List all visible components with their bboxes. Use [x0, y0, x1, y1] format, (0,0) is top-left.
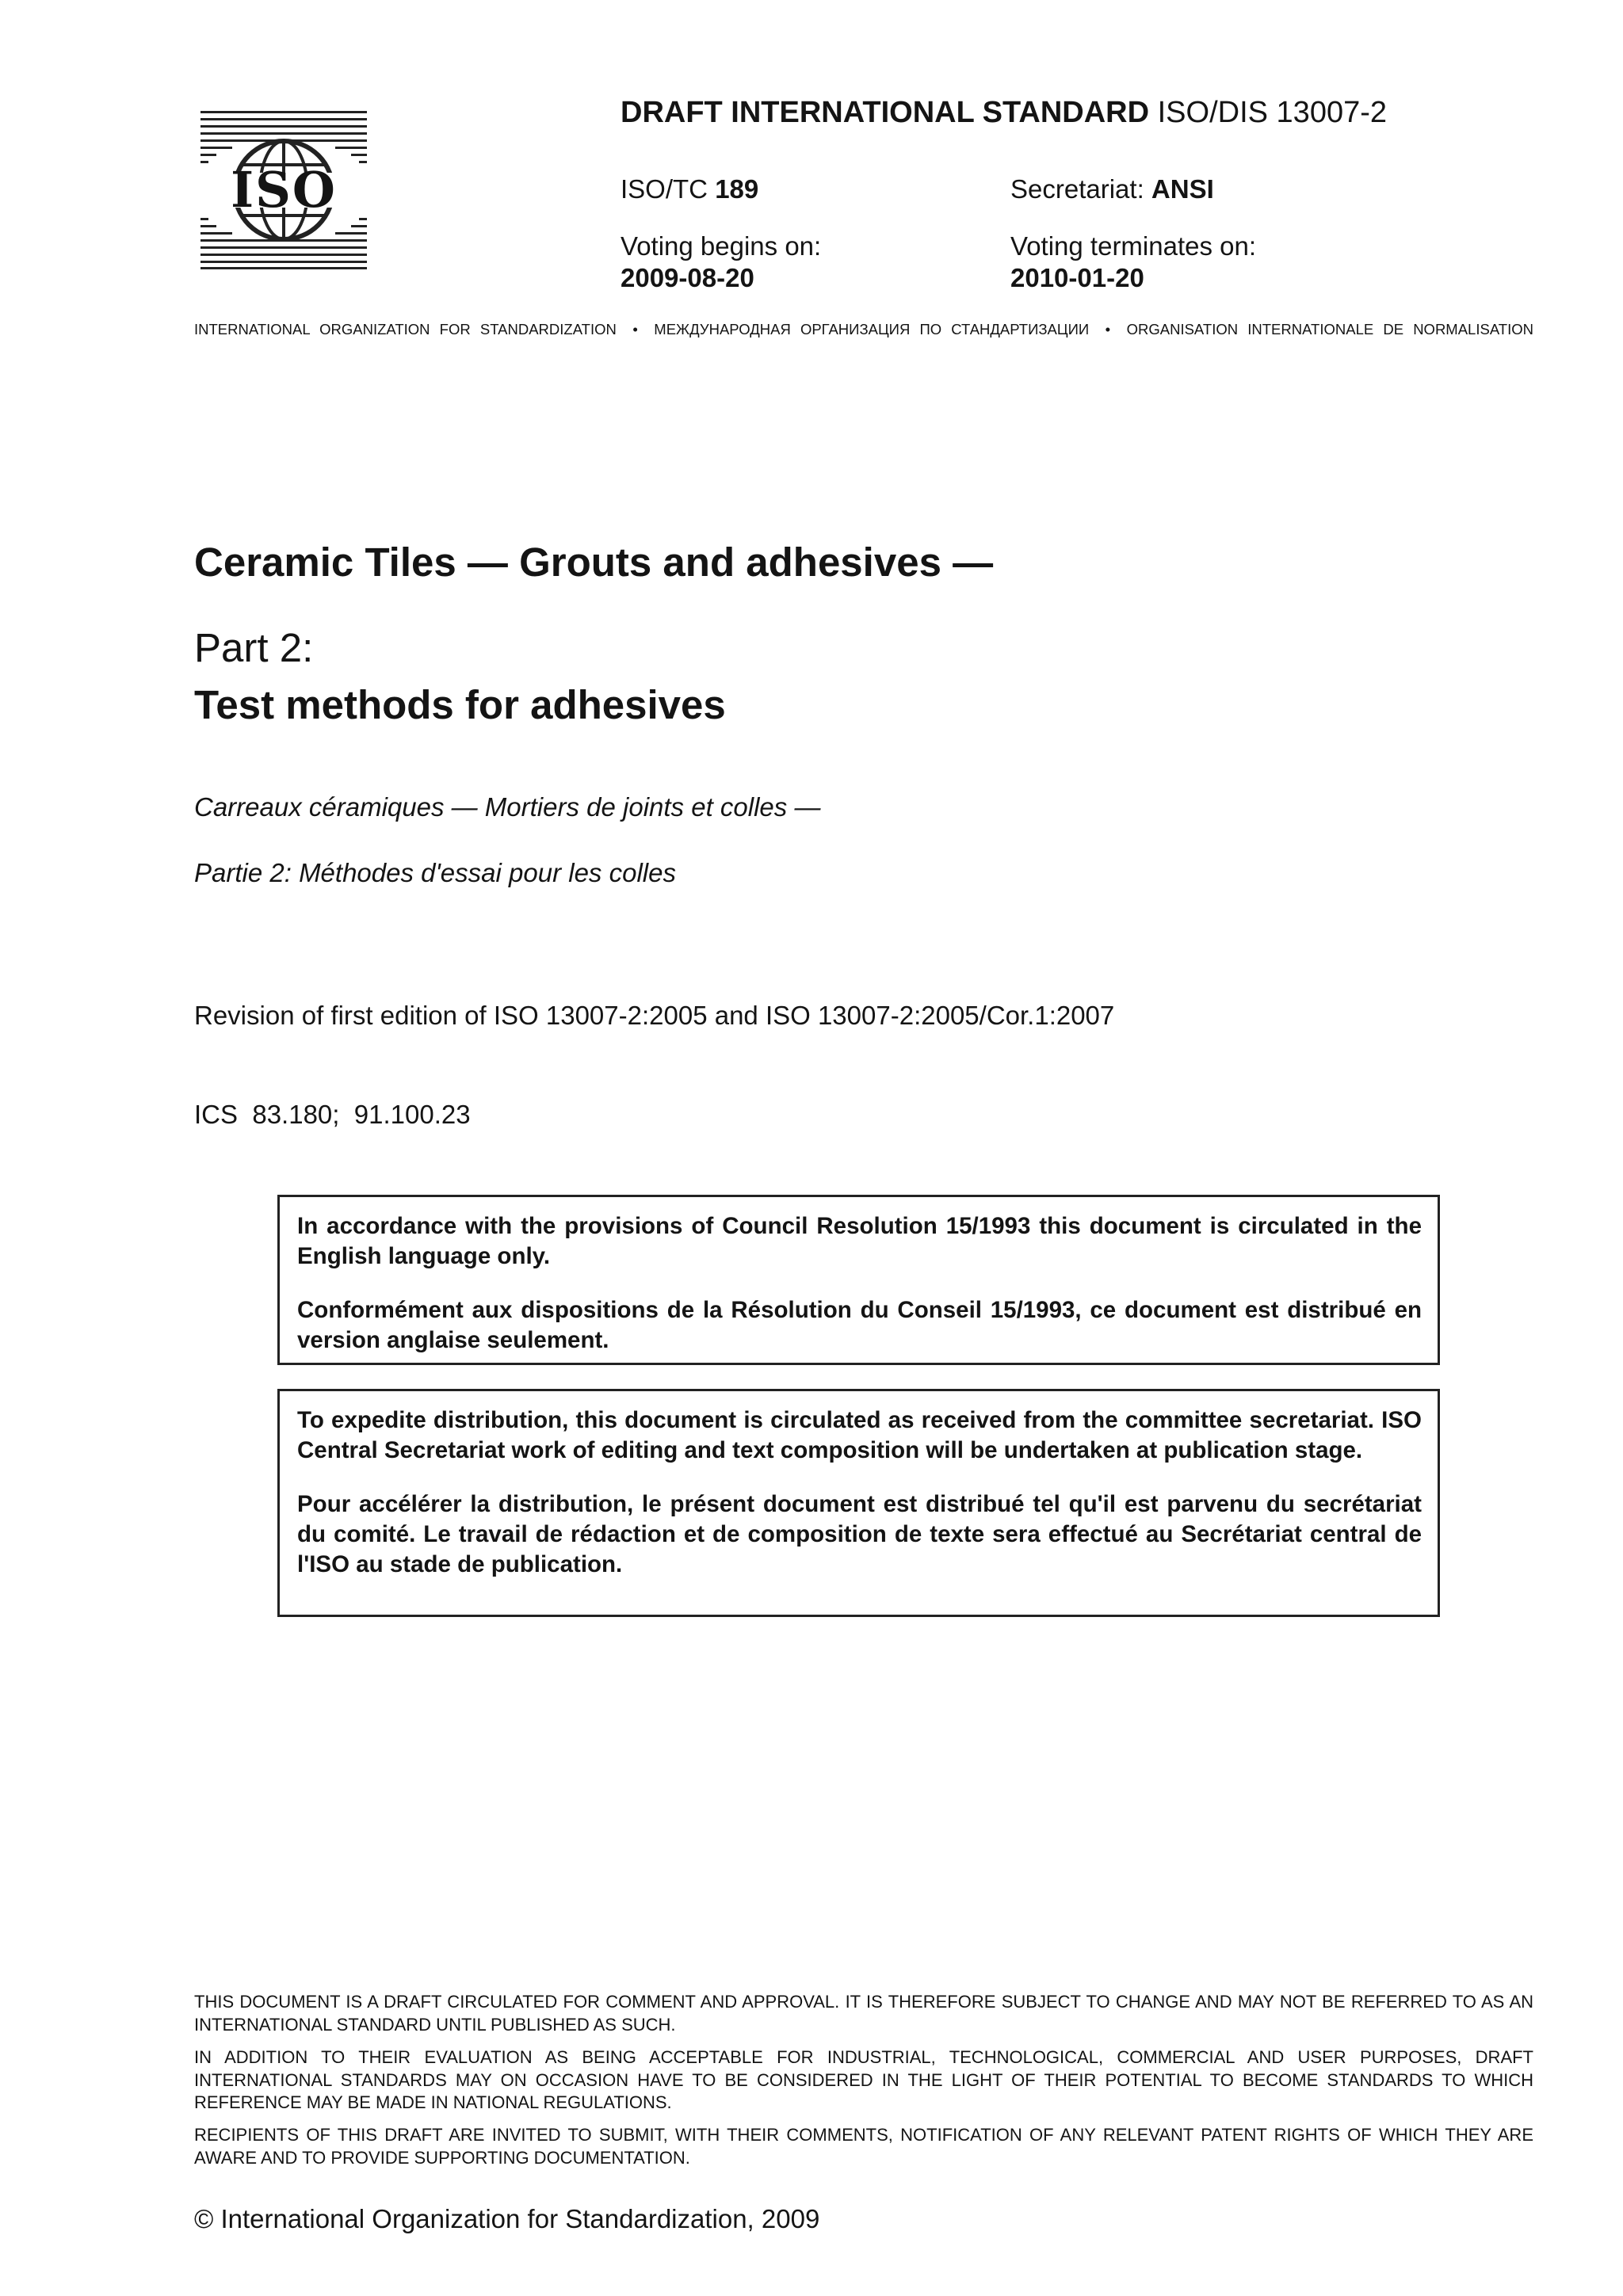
distribution-notice-fr: Pour accélérer la distribution, le présent document est distribué tel qu'il est parvenu du secrétariat du comité. Le travail de rédaction et de composition de texte sera effectué au Secrétariat central de l'ISO au stade de publication.: [297, 1491, 1422, 1577]
doc-type: DRAFT INTERNATIONAL STANDARD: [621, 96, 1150, 129]
language-notice-en: In accordance with the provisions of Council Resolution 15/1993 this document is circulated in the English language only.: [297, 1213, 1422, 1269]
distribution-notice-box: [277, 1389, 1440, 1617]
org-name-fr: ORGANISATION INTERNATIONALE DE NORMALISATION: [1126, 321, 1533, 338]
secretariat: Secretariat: ANSI: [1010, 174, 1214, 204]
french-main-title: Carreaux céramiques — Mortiers de joints et colles —: [194, 792, 821, 822]
iso-globe-logo-icon: [200, 111, 367, 269]
revision-note: Revision of first edition of ISO 13007-2:2005 and ISO 13007-2:2005/Cor.1:2007: [194, 1001, 1115, 1030]
french-part-title: Partie 2: Méthodes d'essai pour les colles: [194, 858, 676, 887]
org-name-ru: МЕЖДУНАРОДНАЯ ОРГАНИЗАЦИЯ ПО СТАНДАРТИЗАЦИИ: [654, 321, 1090, 338]
language-notice-fr: Conformément aux dispositions de la Résolution du Conseil 15/1993, ce document est distribué en version anglaise seulement.: [297, 1297, 1422, 1353]
svg-text:ISO: ISO: [231, 161, 337, 219]
ics-codes: ICS 83.180; 91.100.23: [194, 1100, 471, 1129]
part-label: Part 2:: [194, 625, 314, 670]
org-separator: •: [632, 321, 638, 338]
org-name-en: INTERNATIONAL ORGANIZATION FOR STANDARDIZATION: [194, 321, 617, 338]
distribution-notice-en: To expedite distribution, this document is circulated as received from the committee secretariat. ISO Central Secretariat work of editing and text composition will be undertaken at publication stage.: [297, 1407, 1422, 1463]
language-notice-box: [277, 1195, 1440, 1365]
main-title: Ceramic Tiles — Grouts and adhesives —: [194, 540, 994, 585]
disclaimer-2: IN ADDITION TO THEIR EVALUATION AS BEING ACCEPTABLE FOR INDUSTRIAL, TECHNOLOGICAL, COMMERCIAL AND USER PURPOSES, DRAFT INTERNATIONAL STANDARDS MAY ON OCCASION HAVE TO BE CONSIDERED IN THE LIGHT OF THEIR POTENTIAL TO BECOME STANDARDS TO WHICH REFERENCE MAY BE MADE IN NATIONAL REGULATIONS.: [194, 2047, 1533, 2112]
iso-logo: [200, 111, 367, 269]
organization-line: [194, 321, 1533, 338]
committee-number: 189: [715, 174, 759, 204]
doc-number: ISO/DIS 13007-2: [1157, 96, 1388, 129]
voting-terminates-label: Voting terminates on:: [1010, 231, 1257, 261]
voting-begins-label: Voting begins on:: [621, 231, 822, 261]
secretariat-value: ANSI: [1151, 174, 1214, 204]
disclaimer-3: RECIPIENTS OF THIS DRAFT ARE INVITED TO SUBMIT, WITH THEIR COMMENTS, NOTIFICATION OF ANY RELEVANT PATENT RIGHTS OF WHICH THEY ARE AWARE AND TO PROVIDE SUPPORTING DOCUMENTATION.: [194, 2125, 1533, 2168]
disclaimer-1: THIS DOCUMENT IS A DRAFT CIRCULATED FOR COMMENT AND APPROVAL. IT IS THEREFORE SUBJECT TO CHANGE AND MAY NOT BE REFERRED TO AS AN INTERNATIONAL STANDARD UNTIL PUBLISHED AS SUCH.: [194, 1992, 1533, 2035]
voting-terminates-date: 2010-01-20: [1010, 263, 1144, 292]
org-separator: •: [1105, 321, 1111, 338]
committee: ISO/TC 189: [621, 174, 759, 204]
copyright: © International Organization for Standardization, 2009: [194, 2204, 820, 2233]
voting-begins-date: 2009-08-20: [621, 263, 754, 292]
subtitle: Test methods for adhesives: [194, 682, 726, 727]
document-designation: [621, 96, 1387, 130]
